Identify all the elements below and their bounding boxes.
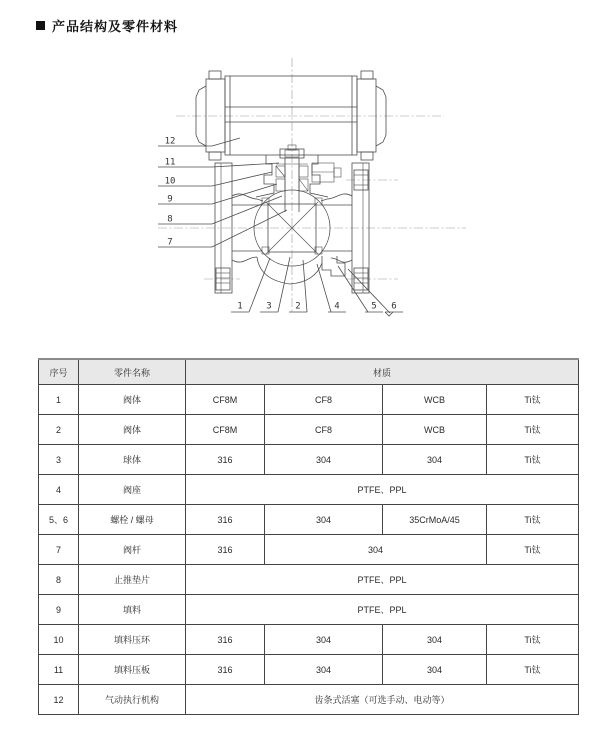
cell-material: 304 [265,505,383,535]
table-row [39,565,579,595]
cell-material: 316 [186,625,265,655]
table-row [39,505,579,535]
cell-no: 12 [39,685,79,715]
cell-material: Ti钛 [487,535,579,565]
cell-part-name: 填料压板 [79,655,186,685]
callout-label-12: 12 [164,136,176,147]
cell-material: Ti钛 [487,385,579,415]
cell-material: PTFE、PPL [186,565,579,595]
cell-material: CF8M [186,385,265,415]
cell-no: 11 [39,655,79,685]
cell-material: 304 [383,625,487,655]
cell-material: WCB [383,385,487,415]
cell-material: PTFE、PPL [186,475,579,505]
cell-material: 316 [186,505,265,535]
table-row [39,685,579,715]
cell-material: Ti钛 [487,505,579,535]
cell-material: 316 [186,655,265,685]
cell-no: 4 [39,475,79,505]
cell-part-name: 螺栓 / 螺母 [79,505,186,535]
cell-part-name: 阀座 [79,475,186,505]
cell-material: 35CrMoA/45 [383,505,487,535]
cell-material: 304 [383,655,487,685]
callout-label-5: 5 [371,301,377,312]
cell-no: 9 [39,595,79,625]
table-row [39,535,579,565]
valve-cross-section-diagram [0,0,613,345]
cell-part-name: 阀体 [79,415,186,445]
cell-part-name: 填料 [79,595,186,625]
cell-part-name: 阀杆 [79,535,186,565]
callout-label-6: 6 [391,301,397,312]
table-row [39,475,579,505]
actuator-outline [196,71,386,160]
cell-part-name: 阀体 [79,385,186,415]
cell-material: 304 [265,535,487,565]
cell-part-name: 气动执行机构 [79,685,186,715]
callout-label-10: 10 [164,176,176,187]
callout-label-11: 11 [164,157,176,168]
table-row [39,625,579,655]
header-material: 材质 [186,359,579,385]
cell-material: Ti钛 [487,445,579,475]
parts-material-table [38,358,579,715]
cell-material: 304 [383,445,487,475]
cell-material: 齿条式活塞（可选手动、电动等） [186,685,579,715]
section-title-text: 产品结构及零件材料 [52,19,179,34]
cell-material: Ti钛 [487,415,579,445]
header-no: 序号 [39,359,79,385]
table-row [39,595,579,625]
table-header-row [39,359,579,385]
cell-material: WCB [383,415,487,445]
cell-material: Ti钛 [487,655,579,685]
cell-material: 304 [265,655,383,685]
callout-leader-lines [158,138,403,316]
cell-no: 5、6 [39,505,79,535]
callout-label-8: 8 [167,214,173,225]
table-row [39,415,579,445]
cell-material: CF8 [265,385,383,415]
cell-material: 316 [186,445,265,475]
cell-material: 304 [265,445,383,475]
table-row [39,385,579,415]
cell-part-name: 止推垫片 [79,565,186,595]
cell-no: 7 [39,535,79,565]
cell-material: CF8M [186,415,265,445]
cell-no: 3 [39,445,79,475]
callout-label-1: 1 [237,301,243,312]
table-row [39,655,579,685]
header-part-name: 零件名称 [79,359,186,385]
callout-label-3: 3 [266,301,272,312]
cell-no: 2 [39,415,79,445]
cell-material: PTFE、PPL [186,595,579,625]
cell-material: Ti钛 [487,625,579,655]
cell-material: 316 [186,535,265,565]
cell-material: 304 [265,625,383,655]
callout-label-9: 9 [167,194,173,205]
cell-no: 10 [39,625,79,655]
table-row [39,445,579,475]
cell-part-name: 填料压环 [79,625,186,655]
callout-label-2: 2 [295,301,301,312]
cell-no: 8 [39,565,79,595]
cell-no: 1 [39,385,79,415]
callout-label-4: 4 [334,301,340,312]
callout-label-7: 7 [167,237,173,248]
cell-material: CF8 [265,415,383,445]
cell-part-name: 球体 [79,445,186,475]
